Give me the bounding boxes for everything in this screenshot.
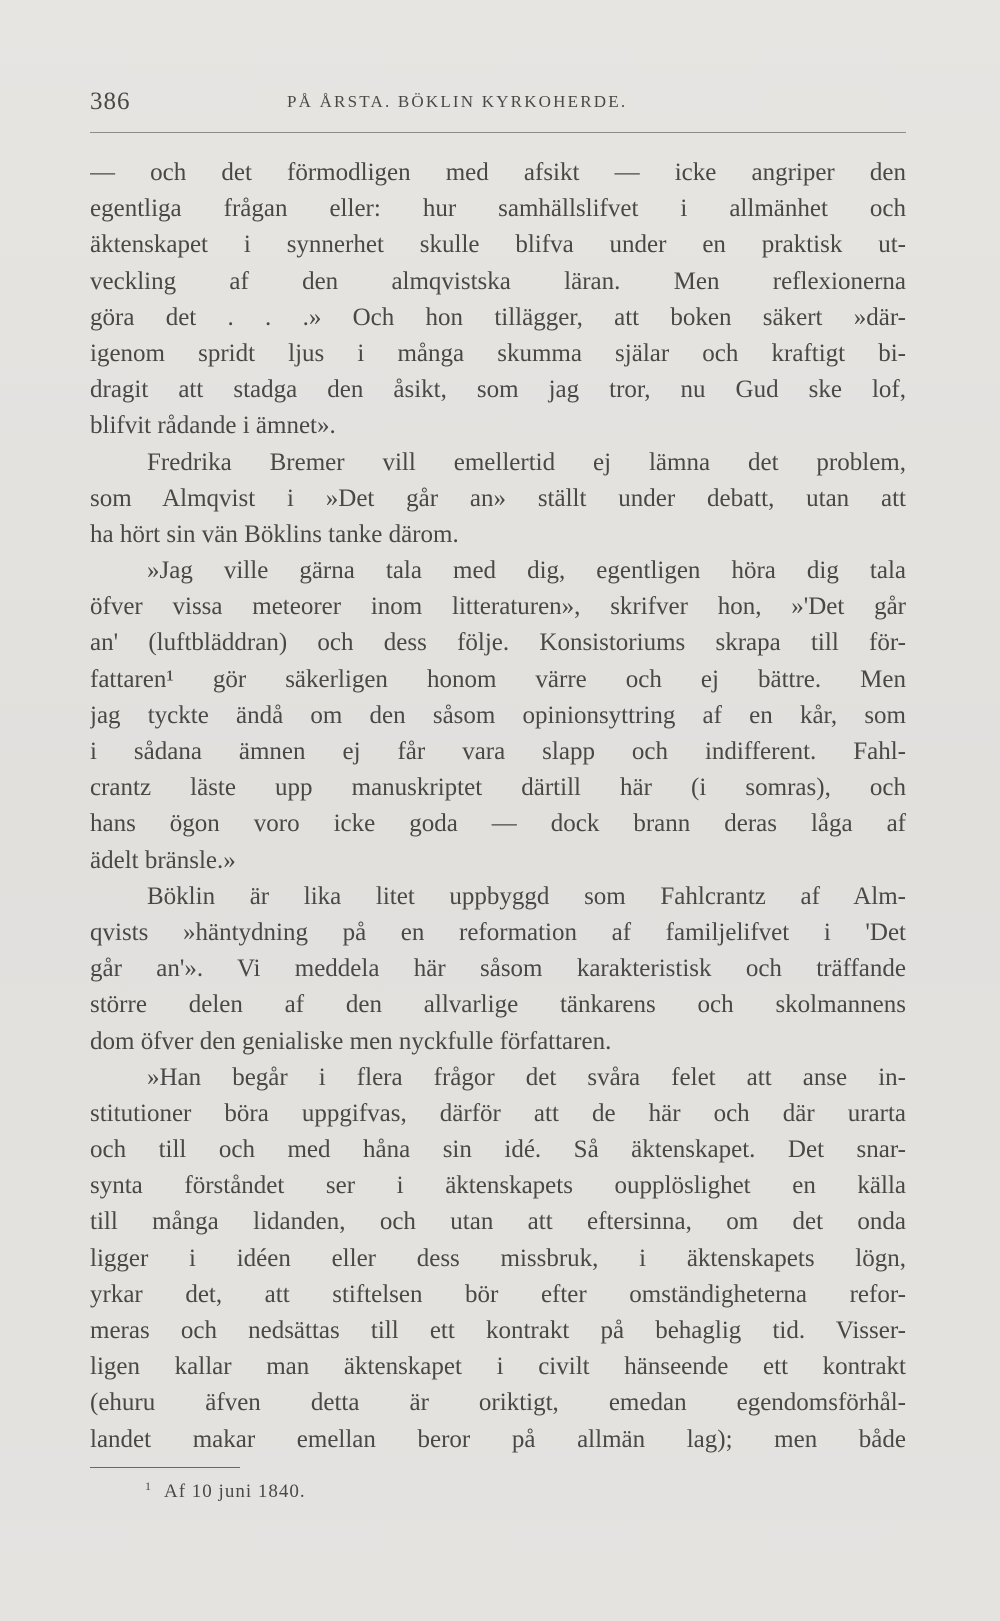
footnote-mark: 1 — [145, 1479, 152, 1493]
header-rule — [90, 132, 906, 133]
body-text — [90, 155, 906, 1458]
text-line: veckling af den almqvistska läran. Men reflexionerna — [90, 267, 906, 295]
text-line: ligger i idéen eller dess missbruk, i äktenskapets lögn, — [90, 1244, 906, 1272]
text-line: — och det förmodligen med afsikt — icke angriper den — [90, 159, 906, 186]
text-line: i sådana ämnen ej får vara slapp och indifferent. Fahl- — [90, 738, 906, 765]
text-line: stitutioner böra uppgifvas, därför att de här och där urarta — [90, 1099, 906, 1127]
text-line: ädelt bränsle.» — [90, 846, 236, 874]
text-line: blifvit rådande i ämnet». — [90, 412, 336, 440]
text-line: ligen kallar man äktenskapet i civilt hänseende ett kontrakt — [90, 1353, 906, 1381]
text-line: synta förståndet ser i äktenskapets oupplöslighet en källa — [90, 1172, 906, 1200]
text-line: till många lidanden, och utan att eftersinna, om det onda — [90, 1208, 906, 1236]
text-line: fattaren¹ gör säkerligen honom värre och ej bättre. Men — [90, 665, 906, 693]
text-line: yrkar det, att stiftelsen bör efter omständigheterna refor- — [90, 1280, 906, 1308]
text-line: Fredrika Bremer vill emellertid ej lämna det problem, — [147, 448, 906, 476]
text-line: an' (luftbläddran) och dess följe. Konsistoriums skrapa till för- — [90, 629, 906, 657]
text-line: ha hört sin vän Böklins tanke därom. — [90, 520, 459, 548]
text-line: hans ögon voro icke goda — dock brann deras låga af — [90, 810, 906, 838]
text-line: äktenskapet i synnerhet skulle blifva under en praktisk ut- — [90, 231, 906, 259]
text-line: och till och med håna sin idé. Så äktenskapet. Det snar- — [90, 1136, 906, 1164]
page-number: 386 — [90, 88, 131, 115]
footnote-text: Af 10 juni 1840. — [164, 1481, 306, 1502]
text-line: som Almqvist i »Det går an» ställt under debatt, utan att — [90, 484, 906, 512]
text-line: öfver vissa meteorer inom litteraturen», skrifver hon, »'Det går — [90, 593, 906, 621]
page-header — [90, 88, 906, 118]
text-line: qvists »häntydning på en reformation af familjelifvet i 'Det — [90, 918, 906, 946]
text-line: meras och nedsättas till ett kontrakt på behaglig tid. Visser- — [90, 1317, 906, 1344]
text-line: Böklin är lika litet uppbyggd som Fahlcrantz af Alm- — [147, 882, 906, 910]
text-line: går an'». Vi meddela här såsom karakteristisk och träffande — [90, 955, 906, 983]
running-title: PÅ ÅRSTA. BÖKLIN KYRKOHERDE. — [287, 92, 628, 111]
text-line: igenom spridt ljus i många skumma själar och kraftigt bi- — [90, 339, 906, 367]
text-line: egentliga frågan eller: hur samhällslifvet i allmänhet och — [90, 195, 906, 223]
text-line: dragit att stadga den åsikt, som jag tror, nu Gud ske lof, — [90, 376, 906, 404]
text-line: »Jag ville gärna tala med dig, egentligen höra dig tala — [147, 557, 906, 585]
text-line: landet makar emellan beror på allmän lag); men både — [90, 1425, 906, 1453]
text-line: (ehuru äfven detta är oriktigt, emedan egendomsförhål- — [90, 1389, 906, 1417]
text-line: dom öfver den genialiske men nyckfulle författaren. — [90, 1027, 612, 1055]
text-line: crantz läste upp manuskriptet därtill här (i somras), och — [90, 774, 906, 802]
footnote-separator — [90, 1467, 240, 1468]
text-line: göra det . . .» Och hon tillägger, att boken säkert »där- — [90, 303, 906, 331]
text-line: jag tyckte ändå om den såsom opinionsyttring af en kår, som — [90, 701, 906, 729]
text-line: »Han begår i flera frågor det svåra felet att anse in- — [147, 1063, 906, 1091]
footnote — [145, 1481, 306, 1503]
text-line: större delen af den allvarlige tänkarens och skolmannens — [90, 991, 906, 1019]
